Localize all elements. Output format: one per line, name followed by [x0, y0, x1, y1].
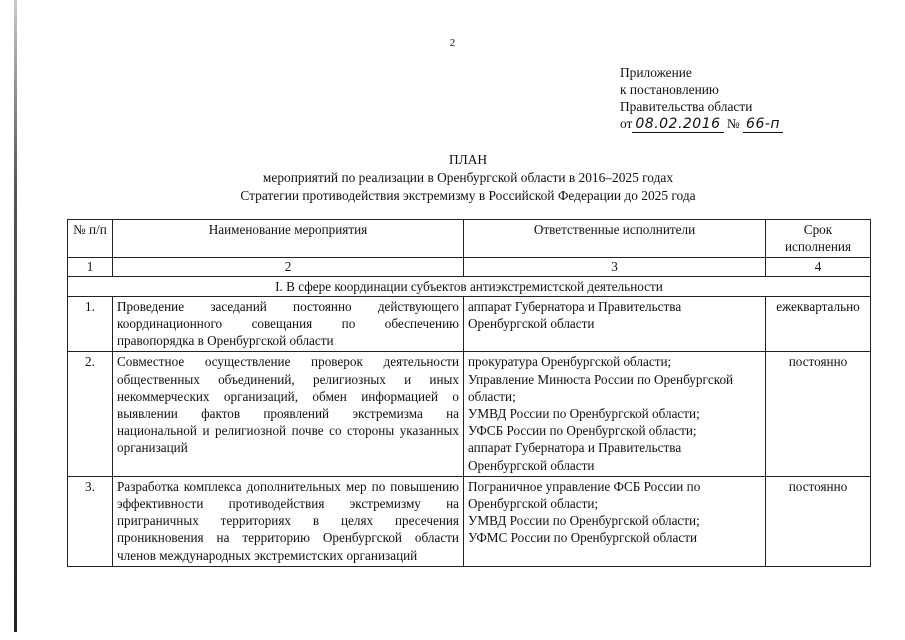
row-number: 3.: [68, 476, 113, 566]
section-row: [68, 276, 871, 296]
row-deadline: ежеквартально: [766, 296, 871, 352]
number-prefix: №: [726, 116, 740, 131]
header-resp: Ответственные исполнители: [464, 220, 766, 258]
row-activity: Разработка комплекса дополнительных мер по повышению эффективности противодействия экстремизму на приграничных территориях в целях пресечения проникновения на территорию Оренбургской области членов международных экстремистских организаций: [113, 476, 464, 566]
row-responsible: [464, 476, 766, 566]
table-row: [68, 352, 871, 476]
document-title: [68, 151, 868, 205]
index-cell: 2: [113, 258, 464, 276]
responsible-item: прокуратура Оренбургской области;: [468, 354, 672, 370]
header-name: Наименование мероприятия: [113, 220, 464, 258]
responsible-item: УМВД России по Оренбургской области;: [468, 406, 700, 422]
handwritten-date: 08.02.2016: [632, 116, 723, 133]
responsible-item: Пограничное управление ФСБ России по Оренбургской области;: [468, 478, 701, 512]
title-line-1: мероприятий по реализации в Оренбургской области в 2016–2025 годах: [262, 170, 674, 185]
row-activity: Совместное осуществление проверок деятельности общественных объединений, религиозных и иных некоммерческих организаций, обмен информацией о выявлении фактов проявлений экстремизма на национальной и религиозной почве со стороны указанных организаций: [113, 352, 464, 476]
row-responsible: [464, 352, 766, 476]
appendix-line-3: Правительства области: [620, 99, 753, 114]
scan-edge: [14, 0, 17, 632]
index-cell: 4: [766, 258, 871, 276]
plan-table: [67, 219, 871, 567]
header-term: Срок исполнения: [766, 220, 871, 258]
responsible-item: Управление Минюста России по Оренбургской области;: [468, 371, 734, 404]
section-title: I. В сфере координации субъектов антиэкстремистской деятельности: [68, 276, 871, 296]
responsible-item: аппарат Губернатора и Правительства Оренбургской области: [468, 440, 682, 473]
appendix-line-2: к постановлению: [620, 82, 719, 97]
table-row: [68, 476, 871, 566]
title-heading: ПЛАН: [448, 152, 488, 167]
appendix-line-1: Приложение: [620, 65, 692, 80]
table-row: [68, 296, 871, 352]
row-responsible: [464, 296, 766, 352]
appendix-block: [620, 64, 783, 133]
handwritten-number: 66-п: [743, 116, 783, 133]
row-number: 1.: [68, 296, 113, 352]
row-deadline: постоянно: [766, 476, 871, 566]
responsible-item: УФСБ России по Оренбургской области;: [468, 423, 697, 439]
title-line-2: Стратегии противодействия экстремизму в Российской Федерации до 2025 года: [240, 188, 696, 203]
index-cell: 3: [464, 258, 766, 276]
responsible-item: аппарат Губернатора и Правительства Оренбургской области: [468, 298, 682, 332]
row-activity: Проведение заседаний постоянно действующего координационного совещания по обеспечению правопорядка в Оренбургской области: [113, 296, 464, 352]
header-num: № п/п: [68, 220, 113, 258]
responsible-item: УФМС России по Оренбургской области: [468, 530, 698, 546]
date-prefix: от: [620, 116, 633, 131]
table-header-row: [68, 220, 871, 258]
appendix-date-line: [620, 115, 783, 133]
row-number: 2.: [68, 352, 113, 476]
responsible-item: УМВД России по Оренбургской области;: [468, 513, 700, 529]
index-cell: 1: [68, 258, 113, 276]
index-row: [68, 258, 871, 276]
page-number: 2: [449, 37, 456, 49]
row-deadline: постоянно: [766, 352, 871, 476]
